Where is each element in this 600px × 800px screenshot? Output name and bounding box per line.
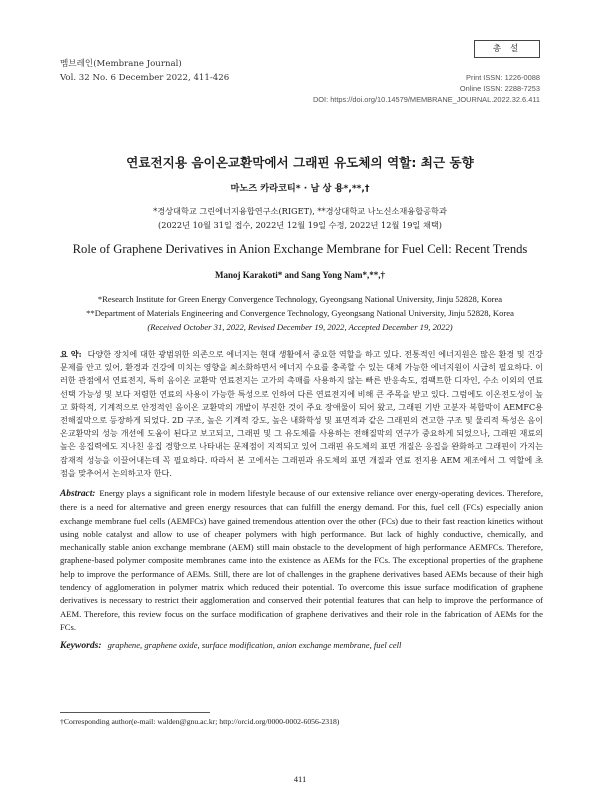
- korean-abstract-label: 요 약:: [60, 349, 82, 359]
- keywords: [60, 640, 543, 651]
- korean-abstract: [60, 348, 543, 480]
- korean-title: 연료전지용 음이온교환막에서 그래핀 유도체의 역할: 최근 동향: [126, 155, 474, 170]
- english-affiliation-1: *Research Institute for Green Energy Convergence Technology, Gyeongsang National University, Jinju 52828, Korea: [97, 294, 503, 304]
- korean-abstract-text: 다양한 장치에 대한 광범위한 의존으로 에너지는 현대 생활에서 중요한 역할을 하고 있다. 전통적인 에너지원은 많은 환경 및 건강 문제를 안고 있어, 환경과 건강에 미치는 영향을 최소화하면서 에너지 수요를 충족할 수 있는 대체 가능한 에너지원이 시급히 필요하다. 이러한 관점에서 연료전지, 특히 음이온 교환막 연료전지는 고가의 촉매를 사용하지 않는 빠른 반응속도, 컴팩트한 디자인, 수소 이외의 연료 선택 가능성 및 보다 저렴한 연료의 사용이 가능한 특성으로 인하여 다른 연료전지에 비해 큰 주목을 받고 있다. 그럼에도 이온전도성이 높고 화학적, 기계적으로 안정적인 음이온 교환막의 개발이 부진한 것이 주요 장애물이 되어 왔고, 그래핀 기반 고분자 복합막이 AEMFC용 전해질막으로 등장하게 되었다. 2D 구조, 높은 기계적 강도, 높은 내화학성 및 표면적과 같은 그래핀의 견고한 구조 및 물리적 특성은 음이온교환막의 성능 개선에 도움이 된다고 보고되고, 그래핀 및 그 유도체를 사용하는 전해질막의 연구가 중요하게 되었으나, 그래핀 재료의 높은 응집력에도 지나친 응집 경향으로 나타내는 문제점이 지적되고 있어 그래핀 유도체의 표면 개질은 응집을 완화하고 그래핀이 가지는 잠재적 성능을 이끌어내는데 꼭 필요하다. 따라서 본 고에서는 그래핀과 유도체의 표면 개질과 연료 전지용 AEM 제조에서 그 역할에 초점을 맞추어서 논의하고자 한다.: [60, 349, 543, 478]
- corresponding-author-footnote: †Corresponding author(e-mail: walden@gnu.ac.kr; http://orcid.org/0000-0002-6056-2318): [60, 717, 340, 726]
- page-number: 411: [293, 774, 307, 784]
- footnote-divider: [60, 712, 210, 713]
- english-dates: (Received October 31, 2022, Revised December 19, 2022, Accepted December 19, 2022): [147, 322, 453, 332]
- doi-link[interactable]: DOI: https://doi.org/10.14579/MEMBRANE_JOURNAL.2022.32.6.411: [312, 95, 540, 104]
- keywords-label: Keywords:: [60, 640, 102, 651]
- online-issn: Online ISSN: 2288-7253: [459, 84, 540, 93]
- korean-authors: 마노즈 카라코티* · 남 상 용*,**,†: [230, 183, 370, 194]
- journal-name: 멤브레인(Membrane Journal): [60, 59, 182, 69]
- english-abstract-text: Energy plays a significant role in modern lifestyle because of our extensive reliance over energy-operating devices. Therefore, there is a need for alternative and green energy resources that can fulfill the energy demand. For this, fuel cell (FCs) especially anion exchange membrane fuel cells (AEMFCs) have gained tremendous attention over the other (FCs) due to their fast reaction kinetics without using noble catalyst and allow to use of cheaper polymers with high performance. But lack of highly conductive, chemically, and mechanically stable anion exchange membrane (AEM) still main obstacle to the development of high performance AEMFCs. Therefore, graphene-based polymer composite membranes came into the existence as AEMs for the FCs. The exceptional properties of the graphene help to improve the performance of AEMs. Still, there are lot of challenges in the graphene derivatives based AEMs because of their high tendency of agglomeration in polymer matrix which reduced their potential. To overcome this issue surface modification of graphene derivatives is necessary to restrict their agglomeration and conserved their potential features that can help to improve the performance of AEM. Therefore, this review focus on the surface modification of graphene derivatives and their role in the fabrication of AEMs for the FCs.: [60, 488, 543, 632]
- article-category-badge: 총 설: [474, 40, 540, 58]
- print-issn: Print ISSN: 1226-0088: [466, 73, 540, 82]
- korean-affiliation: *경상대학교 그린에너지융합연구소(RIGET), **경상대학교 나노신소재융합공학과: [153, 206, 447, 216]
- english-abstract-label: Abstract:: [60, 489, 96, 499]
- journal-volume-info: Vol. 32 No. 6 December 2022, 411-426: [60, 73, 230, 83]
- english-affiliation-2: **Department of Materials Engineering and Convergence Technology, Gyeongsang National University, Jinju 52828, Korea: [86, 308, 514, 318]
- keywords-text: graphene, graphene oxide, surface modification, anion exchange membrane, fuel cell: [107, 640, 402, 650]
- english-authors: Manoj Karakoti* and Sang Yong Nam*,**,†: [215, 270, 385, 280]
- korean-dates: (2022년 10월 31일 접수, 2022년 12월 19일 수정, 2022년 12월 19일 채택): [158, 220, 442, 230]
- english-title: Role of Graphene Derivatives in Anion Exchange Membrane for Fuel Cell: Recent Trends: [72, 242, 528, 256]
- english-abstract: [60, 487, 543, 634]
